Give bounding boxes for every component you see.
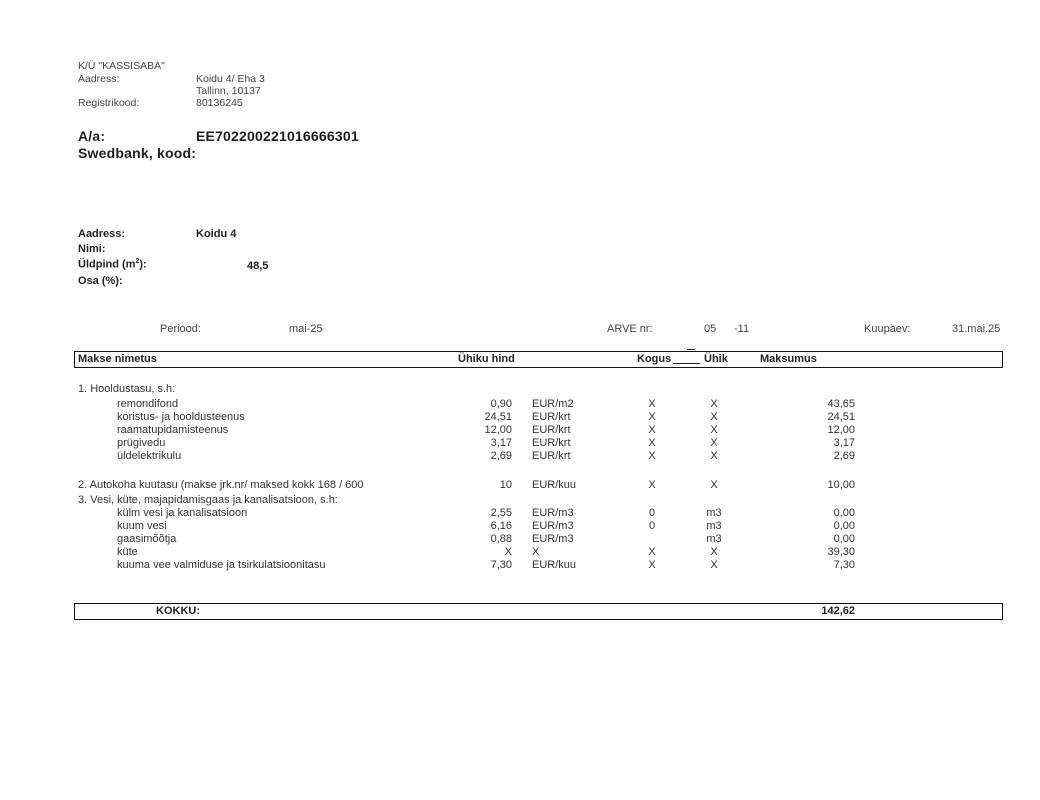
company-name: K/Ü "KASSISABA" — [78, 60, 165, 72]
row-quantity: X — [648, 424, 656, 436]
row-price-unit: EUR/krt — [532, 437, 571, 449]
account-number: EE702200221016666301 — [196, 128, 359, 144]
customer-area: 48,5 — [247, 260, 269, 272]
row-price-unit: X — [532, 546, 540, 558]
row-name: 3. Vesi, küte, majapidamisgaas ja kanalisatsioon, s.h: — [78, 494, 338, 506]
row-price-unit: EUR/krt — [532, 411, 571, 423]
total-row — [74, 603, 1003, 620]
row-amount: 0,00 — [833, 507, 855, 519]
invoice-part2: -11 — [734, 323, 750, 335]
row-quantity: X — [648, 437, 656, 449]
table-row — [0, 424, 1040, 436]
total-label: KOKKU: — [156, 605, 200, 617]
row-price-unit: EUR/m3 — [532, 507, 574, 519]
row-name: 2. Autokoha kuutasu (makse jrk.nr/ maksed kokk 168 / 600 — [78, 479, 364, 491]
row-unit: X — [710, 546, 718, 558]
row-quantity: X — [648, 546, 656, 558]
row-price-unit: EUR/kuu — [532, 559, 577, 571]
row-unit: m3 — [706, 520, 722, 532]
customer-share-label: Osa (%): — [78, 275, 123, 287]
header-quantity: Kogus — [637, 353, 672, 365]
row-unit-price: 2,55 — [490, 507, 512, 519]
row-price-unit: EUR/m2 — [532, 398, 574, 410]
table-row — [0, 546, 1040, 558]
bank-label: Swedbank, kood: — [78, 145, 197, 161]
row-unit: X — [710, 559, 718, 571]
invoice-label: ARVE nr: — [607, 323, 653, 335]
row-name: kuum vesi — [117, 520, 167, 532]
row-unit: X — [710, 398, 718, 410]
period-label: Periood: — [160, 323, 201, 335]
row-amount: 24,51 — [827, 411, 855, 423]
row-amount: 0,00 — [833, 533, 855, 545]
row-name: külm vesi ja kanalisatsioon — [117, 507, 248, 519]
row-quantity: X — [648, 559, 656, 571]
row-amount: 10,00 — [827, 479, 855, 491]
header-amount: Maksumus — [760, 353, 817, 365]
table-row — [0, 494, 1040, 506]
row-unit: X — [710, 411, 718, 423]
table-row — [0, 507, 1040, 519]
row-quantity: X — [648, 411, 656, 423]
row-name: remondifond — [117, 398, 179, 410]
row-quantity: 0 — [648, 507, 656, 519]
row-name: 1. Hooldustasu, s.h: — [78, 383, 176, 395]
company-address-line2: Tallinn, 10137 — [196, 85, 261, 97]
table-row — [0, 398, 1040, 410]
row-unit-price: 2,69 — [490, 450, 512, 462]
table-row — [0, 411, 1040, 423]
row-price-unit: EUR/m3 — [532, 520, 574, 532]
row-amount: 7,30 — [833, 559, 855, 571]
table-row — [0, 450, 1040, 462]
customer-address: Koidu 4 — [196, 228, 237, 240]
company-address-label: Aadress: — [78, 73, 120, 85]
row-unit-price: 24,51 — [484, 411, 512, 423]
row-name: küte — [117, 546, 138, 558]
row-amount: 39,30 — [827, 546, 855, 558]
row-unit: m3 — [706, 507, 722, 519]
header-unit: Ühik — [704, 353, 728, 365]
table-row — [0, 520, 1040, 532]
row-unit: m3 — [706, 533, 722, 545]
row-unit-price: 10 — [499, 479, 512, 491]
row-unit-price: 7,30 — [490, 559, 512, 571]
row-amount: 12,00 — [827, 424, 855, 436]
header-unit-price: Ühiku hind — [458, 353, 515, 365]
row-unit-price: X — [504, 546, 512, 558]
row-name: üldelektrikulu — [117, 450, 182, 462]
table-row — [0, 559, 1040, 571]
row-unit-price: 0,88 — [490, 533, 512, 545]
row-amount: 43,65 — [827, 398, 855, 410]
customer-area-label: Üldpind $(m^2)$: — [78, 258, 147, 271]
period-value: mai-25 — [289, 323, 323, 335]
total-amount: 142,62 — [821, 605, 855, 617]
row-name: prügivedu — [117, 437, 166, 449]
row-price-unit: EUR/krt — [532, 424, 571, 436]
row-unit-price: 6,16 — [490, 520, 512, 532]
invoice-part1: 05 — [704, 323, 717, 335]
header-name: Makse nimetus — [78, 353, 157, 365]
header-overline — [687, 349, 695, 350]
row-name: gaasimõõtja — [117, 533, 177, 545]
date-value: 31.mai.25 — [952, 323, 1001, 335]
row-unit: X — [710, 450, 718, 462]
table-row — [0, 533, 1040, 545]
row-unit-price: 0,90 — [490, 398, 512, 410]
row-unit: X — [710, 479, 718, 491]
row-quantity: 0 — [648, 520, 656, 532]
row-amount: 3,17 — [833, 437, 855, 449]
row-price-unit: EUR/krt — [532, 450, 571, 462]
company-address-line1: Koidu 4/ Eha 3 — [196, 73, 265, 85]
company-regcode: 80136245 — [196, 97, 243, 109]
row-amount: 0,00 — [833, 520, 855, 532]
row-unit: X — [710, 437, 718, 449]
row-name: koristus- ja hooldusteenus — [117, 411, 245, 423]
customer-address-label: Aadress: — [78, 228, 126, 240]
row-unit-price: 3,17 — [490, 437, 512, 449]
row-quantity: X — [648, 479, 656, 491]
header-underline — [673, 363, 700, 364]
table-row — [0, 479, 1040, 491]
row-amount: 2,69 — [833, 450, 855, 462]
date-label: Kuupäev: — [864, 323, 911, 335]
row-name: kuuma vee valmiduse ja tsirkulatsioonitasu — [117, 559, 326, 571]
row-price-unit: EUR/kuu — [532, 479, 577, 491]
row-unit-price: 12,00 — [484, 424, 512, 436]
row-price-unit: EUR/m3 — [532, 533, 574, 545]
table-row — [0, 437, 1040, 449]
customer-name-label: Nimi: — [78, 243, 106, 255]
row-unit: X — [710, 424, 718, 436]
table-row — [0, 383, 1040, 395]
row-quantity: X — [648, 450, 656, 462]
table-header — [74, 351, 1003, 368]
row-name: raamatupidamisteenus — [117, 424, 229, 436]
account-label: A/a: — [78, 128, 106, 144]
row-quantity: X — [648, 398, 656, 410]
company-regcode-label: Registrikood: — [78, 97, 140, 109]
